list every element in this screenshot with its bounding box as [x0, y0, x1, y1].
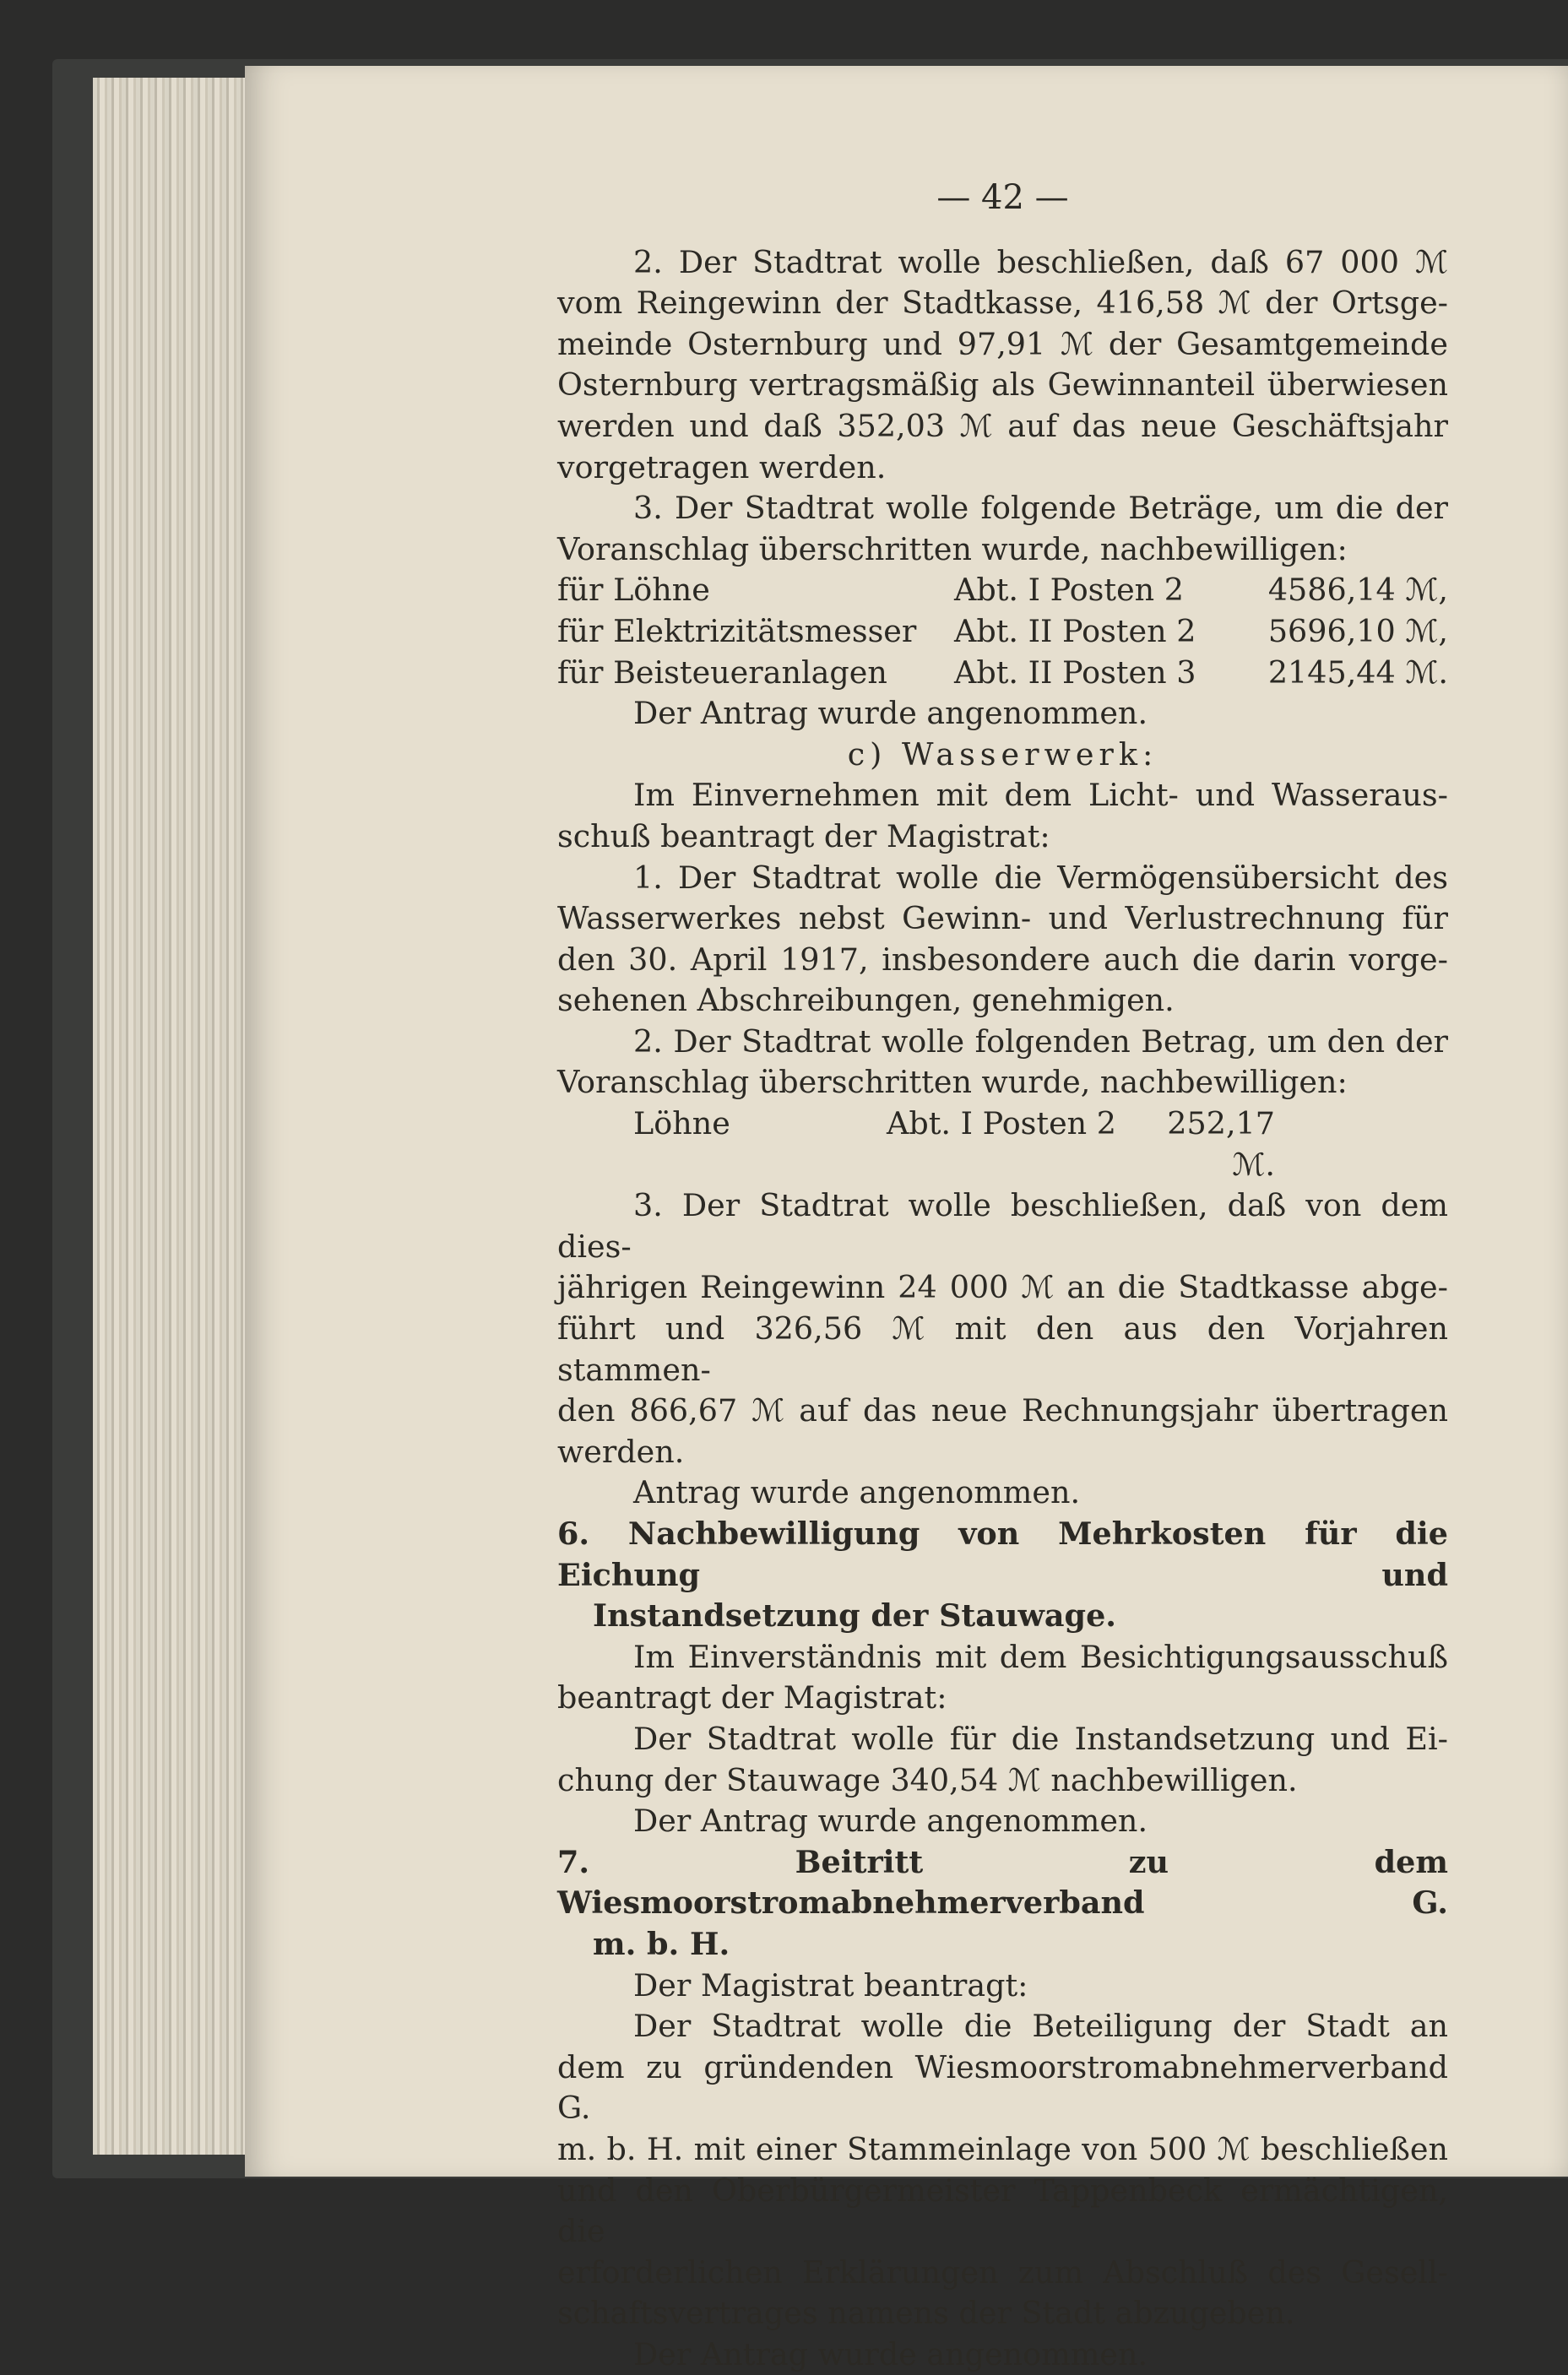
agenda-heading: 6. Nachbewilligung von Mehrkosten für die Eichung und [557, 1516, 1448, 1593]
table-row [557, 1103, 1448, 1185]
text-line: vom Reingewinn der Stadtkasse, 416,58 ℳ der Ortsge- [557, 285, 1448, 322]
table-cell-item: für Elektrizitätsmesser [557, 612, 917, 649]
table-cell-item: für Beisteueranlagen [557, 653, 887, 691]
text-line: Wasserwerkes nebst Gewinn- und Verlustrechnung für [557, 900, 1448, 937]
table-cell-section: Abt. II Posten 2 [954, 612, 1196, 649]
text-line: sehenen Abschreibungen, genehmigen. [557, 982, 1175, 1019]
text-line: Der Stadtrat wolle die Beteiligung der Stadt an [633, 2008, 1448, 2045]
text-line: Voranschlag überschritten wurde, nachbewilligen: [557, 530, 1348, 567]
table-cell-item: Löhne [633, 1105, 730, 1142]
text-line: Voranschlag überschritten wurde, nachbewilligen: [557, 1064, 1348, 1101]
table-cell-amount: 2145,44 ℳ. [1267, 653, 1448, 691]
text-line: Antrag wurde angenommen. [633, 1474, 1081, 1511]
page-edges [93, 78, 262, 2155]
agenda-heading: Instandsetzung der Stauwage. [593, 1597, 1117, 1635]
page-number: — 42 — [936, 178, 1069, 217]
table-cell-amount: 5696,10 ℳ, [1267, 612, 1448, 649]
table-row [557, 653, 1448, 694]
text-line: 2. Der Stadtrat wolle beschließen, daß 67 000 ℳ [633, 243, 1448, 280]
text-line: 1. Der Stadtrat wolle die Vermögensübersicht des [633, 859, 1448, 896]
table-cell-item: für Löhne [557, 572, 710, 609]
budget-table-1 [557, 570, 1448, 693]
text-line: erforderlichen Erklärungen zum Abschluß des Gesell- [557, 2253, 1448, 2291]
text-line: und den Oberbürgermeister Tappenbeck ermächtigen, die [557, 2172, 1448, 2250]
table-cell-amount: 4586,14 ℳ, [1267, 572, 1448, 609]
table-cell-section: Abt. I Posten 2 [887, 1105, 1117, 1142]
text-line: Im Einvernehmen mit dem Licht- und Wasseraus- [633, 777, 1448, 814]
text-line: den 866,67 ℳ auf das neue Rechnungsjahr übertragen [557, 1392, 1448, 1429]
table-row [557, 611, 1448, 653]
table-cell-section: Abt. I Posten 2 [954, 572, 1185, 609]
text-line: werden und daß 352,03 ℳ auf das neue Geschäftsjahr [557, 407, 1448, 444]
text-line: beantragt der Magistrat: [557, 1679, 947, 1716]
text-line: schaftsvertrages namens der Stadt abzugeben. [557, 2295, 1295, 2332]
text-line: 3. Der Stadtrat wolle folgende Beträge, um die der [633, 490, 1448, 527]
section-heading: c) Wasserwerk: [847, 735, 1158, 773]
text-line: Der Antrag wurde angenommen. [633, 2335, 1148, 2372]
text-line: Der Magistrat beantragt: [633, 1966, 1028, 2004]
text-line: chung der Stauwage 340,54 ℳ nachbewilligen. [557, 1761, 1298, 1798]
text-line: führt und 326,56 ℳ mit den aus den Vorjahren stammen- [557, 1310, 1448, 1388]
text-line: 2. Der Stadtrat wolle folgenden Betrag, um den der [633, 1022, 1448, 1060]
text-line: meinde Osternburg und 97,91 ℳ der Gesamtgemeinde [557, 325, 1448, 362]
text-line: werden. [557, 1433, 685, 1470]
agenda-heading: 7. Beitritt zu dem Wiesmoorstromabnehmerverband G. [557, 1843, 1448, 1922]
page-text [557, 177, 1448, 2375]
budget-table-2 [557, 1103, 1448, 1185]
agenda-heading: m. b. H. [593, 1925, 730, 1962]
text-line: Im Einverständnis mit dem Besichtigungsausschuß [633, 1638, 1448, 1675]
table-cell-section: Abt. II Posten 3 [954, 653, 1196, 691]
text-line: den 30. April 1917, insbesondere auch die darin vorge- [557, 941, 1448, 978]
text-line: schuß beantragt der Magistrat: [557, 817, 1050, 854]
text-line: m. b. H. mit einer Stammeinlage von 500 ℳ beschließen [557, 2130, 1448, 2167]
table-cell-amount: 252,17 ℳ. [1167, 1105, 1275, 1183]
text-line: jährigen Reingewinn 24 000 ℳ an die Stadtkasse abge- [557, 1269, 1448, 1306]
text-line: vorgetragen werden. [557, 448, 887, 485]
text-line: Der Stadtrat wolle für die Instandsetzung und Ei- [633, 1720, 1448, 1757]
text-line: 3. Der Stadtrat wolle beschließen, daß von dem dies- [557, 1187, 1448, 1265]
text-line: dem zu gründenden Wiesmoorstromabnehmerverband G. [557, 2048, 1448, 2127]
text-line: Osternburg vertragsmäßig als Gewinnanteil überwiesen [557, 366, 1448, 404]
text-line: Der Antrag wurde angenommen. [633, 695, 1148, 732]
text-line: Der Antrag wurde angenommen. [633, 1803, 1148, 1840]
table-row [557, 570, 1448, 611]
